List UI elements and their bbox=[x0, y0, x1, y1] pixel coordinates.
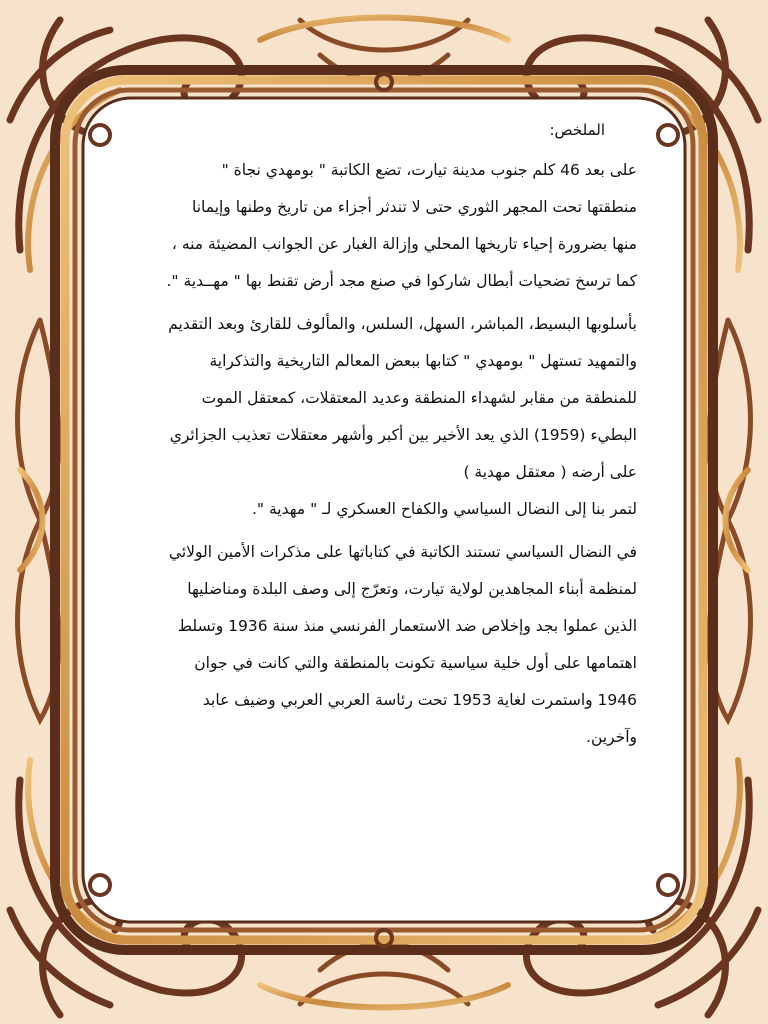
text-line: الذين عملوا بجد وإخلاص ضد الاستعمار الفرنسي منذ سنة 1936 وتسلط bbox=[177, 617, 637, 635]
paragraph-3 bbox=[92, 534, 637, 756]
text-line: اهتمامها على أول خلية سياسية تكونت بالمنطقة والتي كانت في جوان bbox=[194, 654, 637, 672]
text-line: وآخرين. bbox=[586, 728, 637, 746]
text-line: بأسلوبها البسيط، المباشر، السهل، السلس، والمألوف للقارئ وبعد التقديم bbox=[168, 315, 637, 333]
abstract-heading: الملخص: bbox=[549, 121, 605, 139]
paragraph-1 bbox=[92, 152, 637, 300]
abstract-text bbox=[92, 118, 637, 838]
text-line: على أرضه ( معتقل مهدية ) bbox=[463, 463, 637, 481]
text-line: في النضال السياسي تستند الكاتبة في كتاباتها على مذكرات الأمين الولائي bbox=[168, 543, 637, 561]
text-line: كما ترسخ تضحيات أبطال شاركوا في صنع مجد أرض تقنط بها " مهــدية ". bbox=[166, 272, 637, 290]
text-line: للمنطقة من مقابر لشهداء المنطقة وعديد المعتقلات، كمعتقل الموت bbox=[201, 389, 637, 407]
text-line: البطيء (1959) الذي يعد الأخير بين أكبر وأشهر معتقلات تعذيب الجزائري bbox=[169, 426, 637, 444]
text-line: والتمهيد تستهل " بومهدي " كتابها ببعض المعالم التاريخية والتذكراية bbox=[209, 352, 637, 370]
paragraph-2 bbox=[92, 306, 637, 528]
text-line: لتمر بنا إلى النضال السياسي والكفاح العسكري لـ " مهدية ". bbox=[251, 500, 637, 518]
text-line: منطقتها تحت المجهر الثوري حتى لا تندثر أجزاء من تاريخ وطنها وإيمانا bbox=[191, 198, 637, 216]
text-line: 1946 واستمرت لغاية 1953 تحت رئاسة العربي العربي وضيف عابد bbox=[202, 691, 637, 709]
text-line: لمنظمة أبناء المجاهدين لولاية تيارت، وتعرّج إلى وصف البلدة ومناضليها bbox=[187, 580, 637, 598]
text-line: منها بضرورة إحياء تاريخها المحلي وإزالة الغبار عن الجوانب المضيئة منه ، bbox=[171, 235, 637, 253]
text-line: على بعد 46 كلم جنوب مدينة تيارت، تضع الكاتبة " بومهدي نجاة " bbox=[221, 161, 637, 179]
